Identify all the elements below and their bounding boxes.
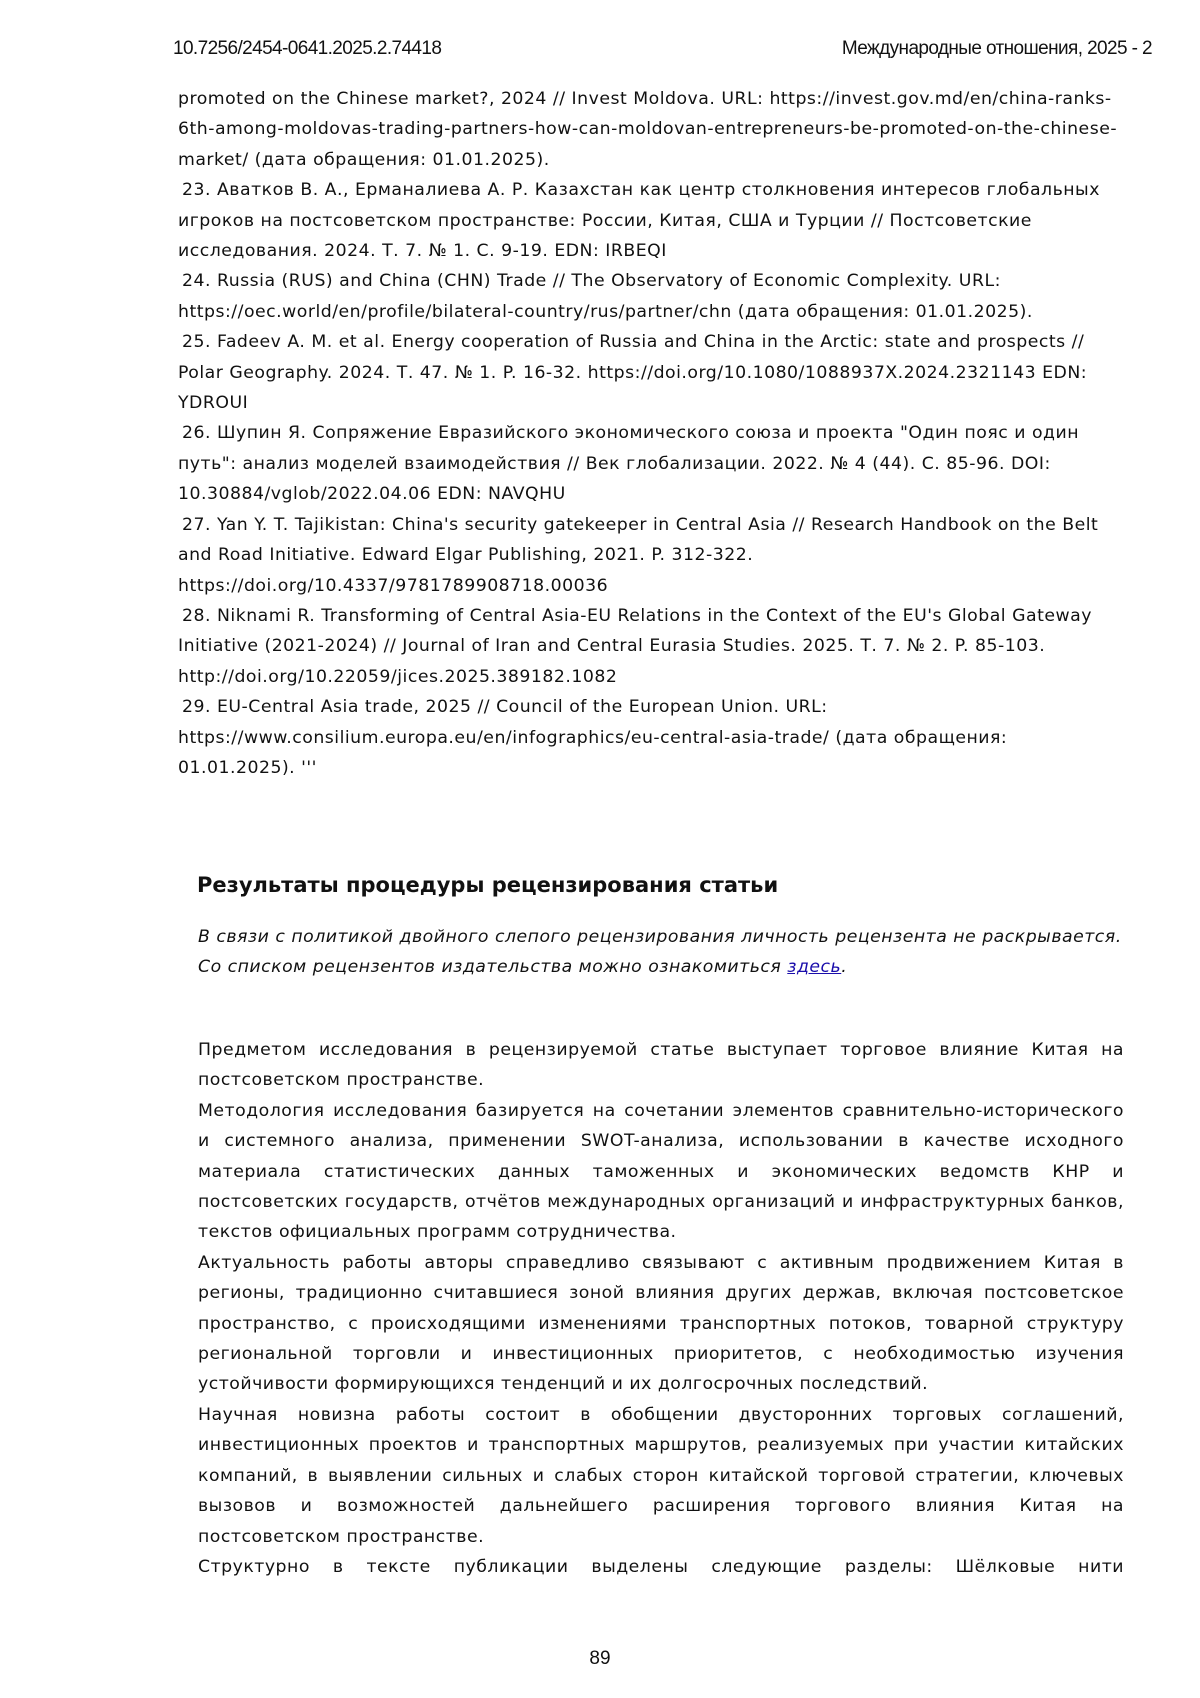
reference-item	[178, 175, 1124, 266]
reference-item	[178, 418, 1124, 509]
page-number: 89	[0, 1648, 1200, 1670]
reference-item	[178, 510, 1124, 601]
review-section-title: Результаты процедуры рецензирования статьи	[197, 873, 778, 897]
reference-number: 29.	[178, 697, 211, 717]
notice-anonymity: В связи с политикой двойного слепого рецензирования личность рецензента не раскрывается.	[198, 922, 1124, 952]
reference-text: promoted on the Chinese market?, 2024 // Invest Moldova. URL: https://invest.gov.md/en/china-ranks-6th-among-moldovas-trading-partners-how-can-moldovan-entrepreneurs-be-promoted-on-the-chinese-market/ (дата обращения: 01.01.2025).	[178, 89, 1117, 170]
reference-item	[178, 84, 1124, 175]
reference-text: Шупин Я. Сопряжение Евразийского экономического союза и проекта "Один пояс и один путь": анализ моделей взаимодействия // Век глобализации. 2022. № 4 (44). С. 85-96. DOI: 10.30884/vglob/2022.04.06 EDN: NAVQHU	[178, 423, 1079, 504]
notice-reviewers-suffix: .	[841, 957, 847, 977]
reference-number: 24.	[178, 271, 211, 291]
reference-item	[178, 266, 1124, 327]
reference-list	[194, 84, 1124, 783]
review-body	[198, 1035, 1124, 1582]
reference-text: Аватков В. А., Ерманалиева А. Р. Казахстан как центр столкновения интересов глобальных игроков на постсоветском пространстве: России, Китая, США и Турции // Постсоветские исследования. 2024. Т. 7. № 1. С. 9-19. EDN: IRBEQI	[178, 180, 1100, 261]
notice-reviewers	[198, 952, 1124, 982]
reviewers-list-link[interactable]: здесь	[787, 957, 841, 977]
reference-text: Fadeev A. M. et al. Energy cooperation of Russia and China in the Arctic: state and prospects // Polar Geography. 2024. Т. 47. № 1. P. 16-32. https://doi.org/10.1080/1088937X.2024.2321143 EDN: YDROUI	[178, 332, 1087, 413]
header-doi: 10.7256/2454-0641.2025.2.74418	[173, 38, 441, 60]
reference-number: 26.	[178, 423, 211, 443]
reference-number: 23.	[178, 180, 211, 200]
reference-item	[178, 601, 1124, 692]
reference-item	[178, 692, 1124, 783]
reference-item	[178, 327, 1124, 418]
reference-number: 27.	[178, 515, 211, 535]
reference-text: Yan Y. T. Tajikistan: China's security gatekeeper in Central Asia // Research Handbook on the Belt and Road Initiative. Edward Elgar Publishing, 2021. P. 312-322. https://doi.org/10.4337/9781789908718.00036	[178, 515, 1098, 596]
review-paragraph-novelty: Научная новизна работы состоит в обобщении двусторонних торговых соглашений, инвестиционных проектов и транспортных маршрутов, реализуемых при участии китайских компаний, в выявлении сильных и слабых сторон китайской торговой стратегии, ключевых вызовов и возможностей дальнейшего расширения торгового влияния Китая на постсоветском пространстве.	[198, 1400, 1124, 1552]
notice-reviewers-text: Со списком рецензентов издательства можно ознакомиться	[198, 957, 787, 977]
review-paragraph-methodology: Методология исследования базируется на сочетании элементов сравнительно-исторического и системного анализа, применении SWOT-анализа, использовании в качестве исходного материала статистических данных таможенных и экономических ведомств КНР и постсоветских государств, отчётов международных организаций и инфраструктурных банков, текстов официальных программ сотрудничества.	[198, 1096, 1124, 1248]
reference-number: 25.	[178, 332, 211, 352]
reference-text: EU-Central Asia trade, 2025 // Council of the European Union. URL: https://www.consilium.europa.eu/en/infographics/eu-central-asia-trade/ (дата обращения: 01.01.2025). '''	[178, 697, 1007, 778]
reference-number: 28.	[178, 606, 211, 626]
header-journal: Международные отношения, 2025 - 2	[842, 38, 1152, 60]
reference-text: Russia (RUS) and China (CHN) Trade // The Observatory of Economic Complexity. URL: https://oec.world/en/profile/bilateral-country/rus/partner/chn (дата обращения: 01.01.2025).	[178, 271, 1033, 321]
review-notice	[198, 922, 1124, 983]
review-paragraph-relevance: Актуальность работы авторы справедливо связывают с активным продвижением Китая в регионы, традиционно считавшиеся зоной влияния других держав, включая постсоветское пространство, с происходящими изменениями транспортных потоков, товарной структуру региональной торговли и инвестиционных приоритетов, с необходимостью изучения устойчивости формирующихся тенденций и их долгосрочных последствий.	[198, 1248, 1124, 1400]
page	[0, 0, 1200, 1698]
review-paragraph-structure: Структурно в тексте публикации выделены следующие разделы: Шёлковые нити	[198, 1552, 1124, 1582]
running-header	[173, 38, 1152, 60]
reference-text: Niknami R. Transforming of Central Asia-EU Relations in the Context of the EU's Global Gateway Initiative (2021-2024) // Journal of Iran and Central Eurasia Studies. 2025. Т. 7. № 2. P. 85-103. http://doi.org/10.22059/jices.2025.389182.1082	[178, 606, 1092, 687]
review-paragraph-subject: Предметом исследования в рецензируемой статье выступает торговое влияние Китая на постсоветском пространстве.	[198, 1035, 1124, 1096]
